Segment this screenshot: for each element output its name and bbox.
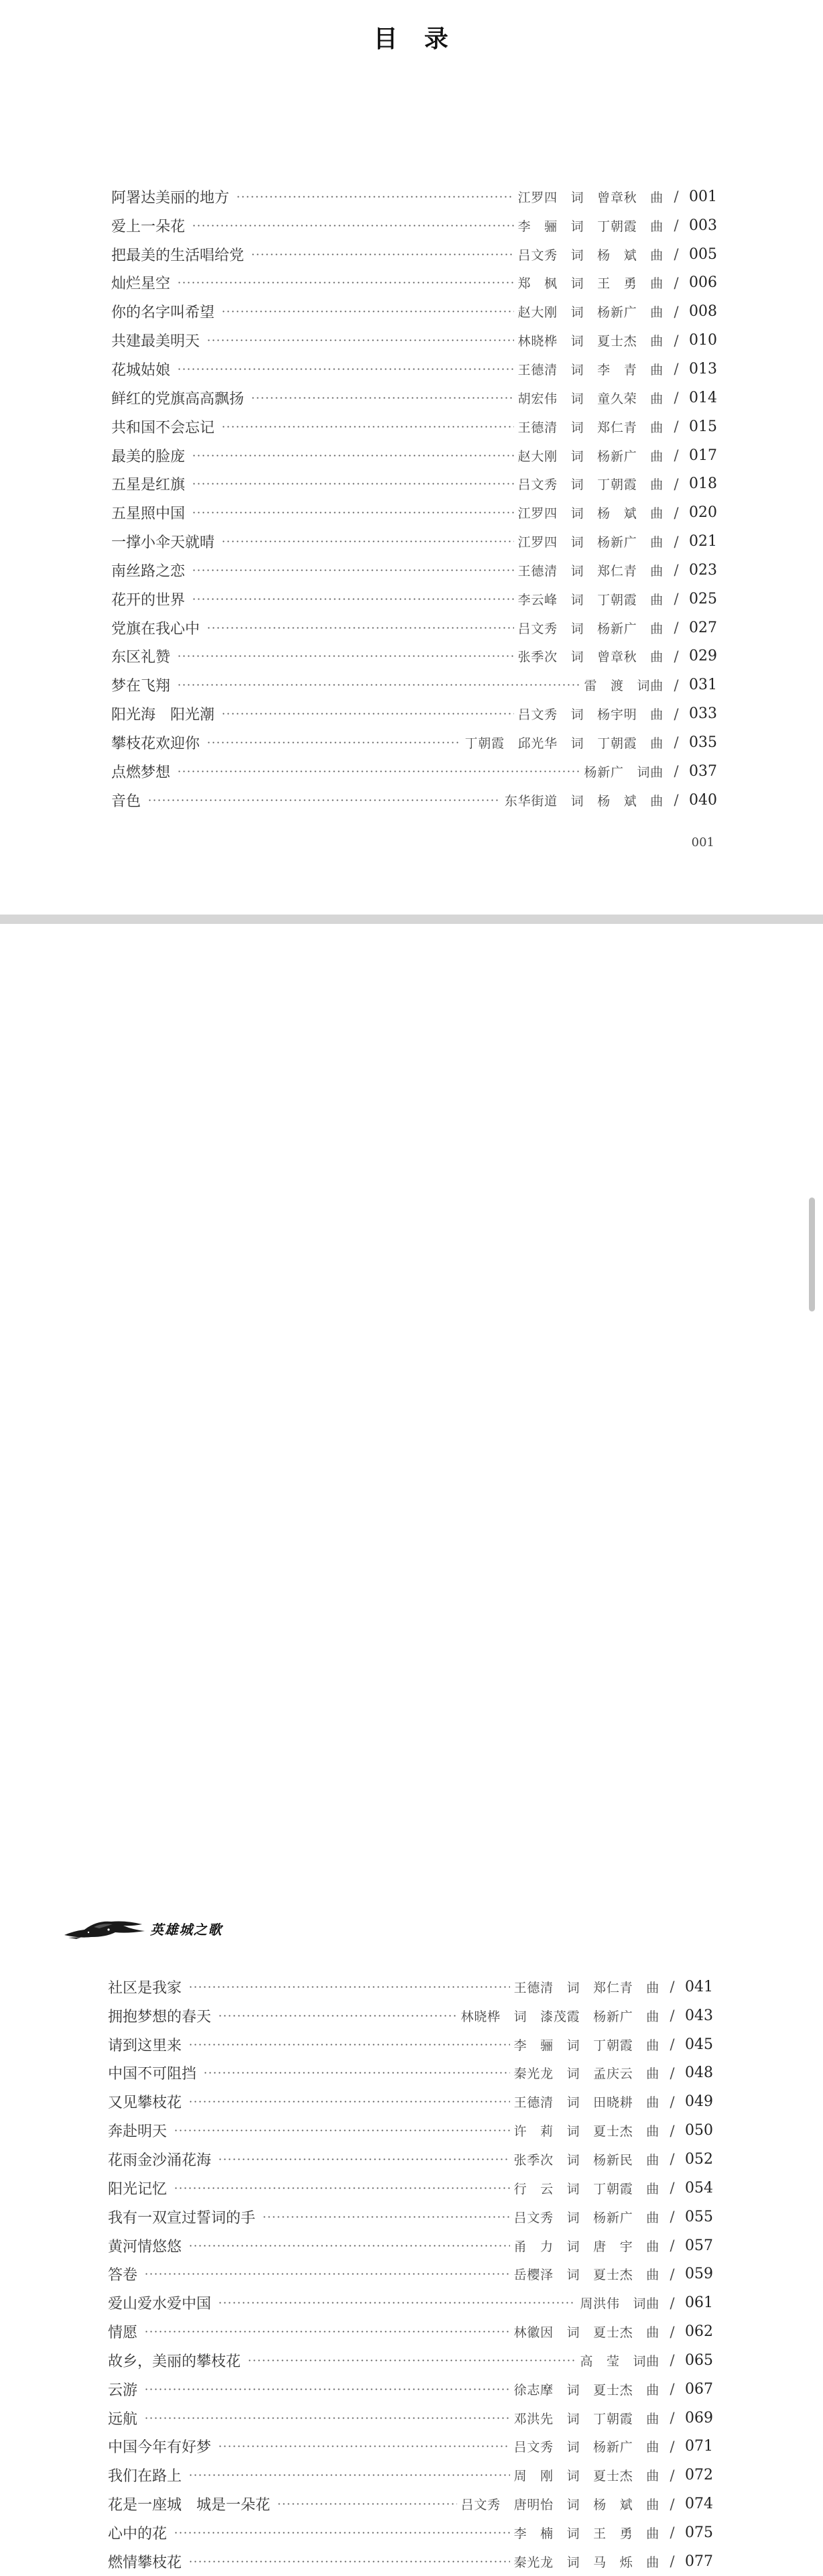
page-separator-slash: / [670,2467,675,2483]
dot-leader [188,1986,510,1988]
toc-entry[interactable] [108,2518,712,2547]
page-separator-slash: / [670,2064,675,2081]
entry-credits: 吕文秀 词 杨 斌 曲 [517,247,663,263]
toc-entry[interactable] [108,2174,712,2203]
entry-title: 最美的脸庞 [111,448,186,465]
dot-leader [251,397,514,399]
entry-title: 梦在飞翔 [111,678,171,695]
page-separator-slash: / [674,274,679,291]
dot-leader [218,2158,510,2160]
entry-title: 花是一座城 城是一朵花 [108,2497,271,2514]
entry-credits: 胡宏伟 词 童久荣 曲 [517,391,663,406]
entry-page-number: 031 [689,677,717,694]
dot-leader [177,684,580,686]
entry-page-number: 014 [689,389,717,406]
entry-title: 我有一双宣过誓词的手 [108,2209,256,2227]
entry-page-number: 045 [685,2036,713,2053]
ink-brush-logo-icon [62,1915,149,1943]
dot-leader [262,2216,510,2218]
dot-leader [147,799,501,801]
entry-page-number: 059 [685,2266,713,2283]
page-separator-slash: / [674,620,679,636]
entry-credits: 吕文秀 词 杨新广 曲 [517,621,663,636]
entry-credits: 吕文秀 唐明怡 词 杨 斌 曲 [460,2498,659,2513]
entry-credits: 郑 枫 词 王 勇 曲 [517,276,663,292]
page-separator-slash: / [674,418,679,435]
page-separator-slash: / [674,734,679,751]
page-separator-slash: / [670,2410,675,2426]
entry-title: 共和国不会忘记 [111,419,215,436]
entry-credits: 徐志摩 词 夏士杰 曲 [513,2382,659,2398]
entry-page-number: 061 [685,2294,713,2312]
dot-leader [221,310,514,312]
entry-credits: 秦光龙 词 孟庆云 曲 [513,2066,659,2082]
page-separator [0,915,823,924]
entry-credits: 吕文秀 词 杨新广 曲 [513,2440,659,2455]
entry-title: 答卷 [108,2267,138,2284]
toc-entry[interactable] [111,297,716,326]
dot-leader [188,2044,510,2046]
page-separator-slash: / [670,2323,675,2340]
toc-entry[interactable] [108,2203,712,2231]
toc-entry[interactable] [111,182,716,211]
entry-title: 攀枝花欢迎你 [111,735,200,752]
entry-page-number: 065 [685,2351,713,2369]
page-separator-slash: / [674,705,679,722]
dot-leader [218,2302,576,2304]
entry-title: 云游 [108,2382,138,2399]
entry-page-number: 001 [689,188,717,205]
entry-title: 五星照中国 [111,506,186,523]
entry-page-number: 010 [689,332,717,349]
toc-title: 目 录 [373,25,450,53]
page-separator-slash: / [674,562,679,579]
scrollbar-thumb[interactable] [809,1197,815,1311]
dot-leader [174,2187,510,2189]
dot-leader [236,196,514,198]
dot-leader [188,2474,510,2476]
entry-page-number: 035 [689,734,717,751]
toc-entry[interactable] [111,355,716,384]
entry-page-number: 055 [685,2208,713,2225]
entry-title: 花开的世界 [111,591,186,609]
dot-leader [192,483,514,485]
entry-credits: 赵大刚 词 杨新广 曲 [517,449,663,464]
page-separator-slash: / [674,447,679,464]
entry-credits: 李 骊 词 丁朝霞 曲 [517,219,663,234]
entry-page-number: 052 [685,2150,713,2168]
entry-page-number: 020 [689,504,717,522]
entry-credits: 东华街道 词 杨 斌 曲 [504,793,663,809]
page-separator-slash: / [674,332,679,349]
entry-credits: 丁朝霞 邱光华 词 丁朝霞 曲 [464,736,663,751]
toc-entry[interactable] [111,556,716,585]
dot-leader [177,368,514,370]
page-separator-slash: / [670,2524,675,2541]
entry-title: 南丝路之恋 [111,563,186,580]
toc-entry[interactable] [111,613,716,642]
entry-credits: 行 云 词 丁朝霞 曲 [513,2181,659,2197]
dot-leader [192,569,514,571]
toc-entry[interactable] [111,498,716,527]
entry-credits: 周洪伟 词曲 [580,2296,659,2312]
entry-page-number: 062 [685,2323,713,2341]
entry-title: 党旗在我心中 [111,620,200,638]
book-header [62,1915,243,1943]
page-separator-slash: / [670,2553,675,2570]
toc-entry[interactable] [108,2116,712,2145]
page-separator-slash: / [670,2266,675,2282]
entry-page-number: 074 [685,2496,713,2513]
page-separator-slash: / [670,2036,675,2053]
entry-page-number: 017 [689,447,717,464]
entry-page-number: 025 [689,590,717,607]
dot-leader [277,2503,457,2505]
dot-leader [188,2245,510,2247]
entry-page-number: 041 [685,1978,713,1995]
entry-credits: 吕文秀 词 杨宇明 曲 [517,707,663,723]
toc-entry[interactable] [111,757,716,786]
dot-leader [206,339,514,341]
entry-title: 社区是我家 [108,1979,182,1997]
entry-page-number: 008 [689,303,717,320]
entry-credits: 江罗四 词 杨 斌 曲 [517,506,663,522]
entry-page-number: 054 [685,2179,713,2197]
entry-page-number: 075 [685,2524,713,2541]
entry-title: 一撑小伞天就晴 [111,534,215,552]
page-separator-slash: / [670,1979,675,1995]
page-separator-slash: / [670,2122,675,2139]
toc-entry[interactable] [111,728,716,757]
dot-leader [188,2561,510,2563]
toc-entry[interactable] [108,2433,712,2461]
toc-entry[interactable] [111,670,716,699]
page-separator-slash: / [674,533,679,550]
entry-page-number: 018 [689,475,717,493]
entry-credits: 赵大刚 词 杨新广 曲 [517,305,663,320]
entry-credits: 吕文秀 词 杨新广 曲 [513,2210,659,2225]
toc-entry[interactable] [108,2490,712,2518]
entry-title: 点燃梦想 [111,764,171,781]
entry-page-number: 050 [685,2122,713,2140]
page-separator-slash: / [670,2496,675,2512]
toc-list [111,182,716,815]
page-separator-slash: / [670,2294,675,2311]
entry-credits: 王德清 词 李 青 曲 [517,362,663,377]
entry-credits: 李 楠 词 王 勇 曲 [513,2526,659,2541]
page-separator-slash: / [670,2381,675,2398]
entry-page-number: 049 [685,2093,713,2111]
toc-entry[interactable] [111,211,716,240]
entry-page-number: 027 [689,619,717,636]
page-separator-slash: / [670,2237,675,2254]
dot-leader [144,2273,510,2275]
toc-entry[interactable] [111,786,716,815]
dot-leader [221,426,514,428]
dot-leader [174,2532,510,2534]
page-separator-slash: / [674,504,679,521]
dot-leader [144,2417,510,2419]
entry-title: 爱上一朵花 [111,218,186,235]
toc-entry[interactable] [108,2404,712,2433]
toc-entry[interactable] [111,527,716,556]
page-separator-slash: / [674,648,679,664]
dot-leader [177,655,514,657]
page-separator-slash: / [674,303,679,320]
entry-page-number: 013 [689,360,717,377]
dot-leader [192,512,514,514]
toc-entry[interactable] [111,384,716,412]
dot-leader [203,2072,510,2074]
entry-credits: 甬 力 词 唐 宇 曲 [513,2239,659,2254]
page-separator-slash: / [670,2209,675,2225]
entry-page-number: 006 [689,274,717,292]
page-separator-slash: / [674,475,679,492]
entry-title: 阳光海 阳光潮 [111,707,215,724]
entry-title: 中国今年有好梦 [108,2439,212,2457]
toc-entry[interactable] [111,269,716,298]
entry-title: 奔赴明天 [108,2123,168,2141]
entry-title: 花城姑娘 [111,361,171,379]
entry-title: 又见攀枝花 [108,2095,182,2112]
dot-leader [177,770,580,772]
entry-title: 共建最美明天 [111,333,200,351]
toc-entry[interactable] [108,2375,712,2404]
entry-page-number: 072 [685,2467,713,2484]
toc-entry[interactable] [108,2260,712,2288]
entry-credits: 周 刚 词 夏士杰 曲 [513,2469,659,2484]
entry-credits: 王德清 词 郑仁青 曲 [517,563,663,579]
entry-title: 心中的花 [108,2525,168,2542]
entry-page-number: 029 [689,648,717,665]
toc-entry[interactable] [108,2059,712,2088]
entry-title: 阿署达美丽的地方 [111,189,230,207]
entry-title: 故乡，美丽的攀枝花 [108,2353,241,2370]
entry-title: 黄河情悠悠 [108,2238,182,2256]
toc-entry[interactable] [108,2030,712,2059]
entry-title: 你的名字叫希望 [111,304,215,322]
page-separator-slash: / [670,2352,675,2369]
toc-entry[interactable] [111,699,716,728]
toc-entry[interactable] [111,441,716,470]
page-separator-slash: / [674,591,679,607]
book-title: 英雄城之歌 [150,1922,223,1938]
entry-title: 鲜红的党旗高高飘扬 [111,390,245,408]
dot-leader [247,2359,576,2361]
entry-title: 东区礼赞 [111,649,171,666]
toc-entry[interactable] [108,2346,712,2375]
entry-credits: 许 莉 词 夏士杰 曲 [513,2124,659,2140]
page-separator-slash: / [670,2007,675,2024]
entry-credits: 岳樱泽 词 夏士杰 曲 [513,2268,659,2283]
page-number: 001 [691,835,714,850]
entry-page-number: 003 [689,217,717,234]
dot-leader [206,627,514,629]
entry-page-number: 043 [685,2007,713,2024]
entry-title: 五星是红旗 [111,477,186,494]
toc-entry[interactable] [108,2145,712,2174]
toc-entry[interactable] [108,2461,712,2490]
entry-credits: 张季次 词 曾章秋 曲 [517,650,663,665]
dot-leader [188,2101,510,2103]
dot-leader [192,225,514,227]
toc-page-2 [0,924,823,2571]
page-separator-slash: / [674,792,679,809]
entry-page-number: 077 [685,2553,713,2570]
entry-credits: 雷 渡 词曲 [584,679,663,694]
toc-entry[interactable] [108,2001,712,2030]
toc-entry[interactable] [111,469,716,498]
entry-credits: 林晓桦 词 夏士杰 曲 [517,334,663,349]
entry-page-number: 048 [685,2064,713,2082]
toc-entry[interactable] [108,2231,712,2260]
dot-leader [192,455,514,457]
entry-title: 拥抱梦想的春天 [108,2008,212,2026]
dot-leader [177,282,514,284]
page-separator-slash: / [674,361,679,377]
page-separator-slash: / [670,2093,675,2110]
entry-credits: 江罗四 词 曾章秋 曲 [517,190,663,205]
page-separator-slash: / [674,246,679,263]
toc-entry[interactable] [111,412,716,441]
entry-title: 爱山爱水爱中国 [108,2296,212,2313]
entry-credits: 江罗四 词 杨新广 曲 [517,535,663,550]
dot-leader [221,713,514,715]
entry-title: 灿烂星空 [111,276,171,293]
toc-entry[interactable] [108,2087,712,2116]
page-separator-slash: / [674,677,679,693]
page-separator-slash: / [674,390,679,406]
page-separator-slash: / [674,188,679,205]
entry-credits: 王德清 词 郑仁青 曲 [517,420,663,435]
dot-leader [174,2129,510,2131]
entry-page-number: 015 [689,418,717,435]
dot-leader [192,598,514,600]
entry-credits: 李 骊 词 丁朝霞 曲 [513,2038,659,2053]
dot-leader [221,540,514,542]
entry-title: 燃情攀枝花 [108,2554,182,2571]
entry-credits: 杨新广 词曲 [584,764,663,780]
page-separator-slash: / [674,763,679,780]
page-separator-slash: / [674,217,679,234]
entry-credits: 张季次 词 杨新民 曲 [513,2152,659,2168]
entry-title: 把最美的生活唱给党 [111,247,245,264]
dot-leader [144,2388,510,2390]
entry-page-number: 069 [685,2409,713,2426]
dot-leader [218,2015,457,2017]
page-separator-slash: / [670,2438,675,2455]
entry-page-number: 067 [685,2380,713,2398]
toc-entry[interactable] [108,2288,712,2317]
entry-page-number: 040 [689,791,717,809]
entry-title: 我们在路上 [108,2468,182,2485]
entry-credits: 秦光龙 词 马 烁 曲 [513,2555,659,2570]
toc-page-1 [0,0,823,915]
entry-credits: 王德清 词 郑仁青 曲 [513,1980,659,1995]
entry-credits: 王德清 词 田晓耕 曲 [513,2095,659,2111]
entry-page-number: 021 [689,533,717,550]
toc-entry[interactable] [108,1973,712,2001]
toc-list [108,1973,712,2576]
entry-credits: 李云峰 词 丁朝霞 曲 [517,592,663,607]
entry-credits: 高 莹 词曲 [580,2353,659,2369]
dot-leader [144,2331,510,2333]
toc-entry[interactable] [111,585,716,613]
entry-page-number: 037 [689,762,717,780]
dot-leader [251,253,514,255]
toc-entry[interactable] [111,642,716,671]
page-separator-slash: / [670,2151,675,2168]
toc-entry[interactable] [108,2317,712,2346]
entry-credits: 吕文秀 词 丁朝霞 曲 [517,477,663,493]
toc-entry[interactable] [111,326,716,355]
entry-title: 情愿 [108,2325,138,2342]
entry-page-number: 071 [685,2438,713,2455]
dot-leader [218,2445,510,2447]
entry-title: 阳光记忆 [108,2180,168,2198]
entry-credits: 邓洪先 词 丁朝霞 曲 [513,2411,659,2426]
entry-page-number: 033 [689,705,717,723]
entry-page-number: 005 [689,245,717,263]
dot-leader [206,742,461,744]
page-separator-slash: / [670,2180,675,2197]
entry-page-number: 057 [685,2237,713,2254]
entry-title: 远航 [108,2410,138,2428]
entry-title: 请到这里来 [108,2037,182,2054]
toc-entry[interactable] [111,240,716,269]
entry-title: 音色 [111,793,141,810]
entry-credits: 林晓桦 词 漆茂霞 杨新广 曲 [460,2009,659,2024]
toc-entry[interactable] [108,2547,712,2576]
entry-title: 中国不可阻挡 [108,2066,197,2083]
entry-page-number: 023 [689,561,717,579]
entry-credits: 林徽因 词 夏士杰 曲 [513,2325,659,2341]
entry-title: 花雨金沙涌花海 [108,2152,212,2169]
